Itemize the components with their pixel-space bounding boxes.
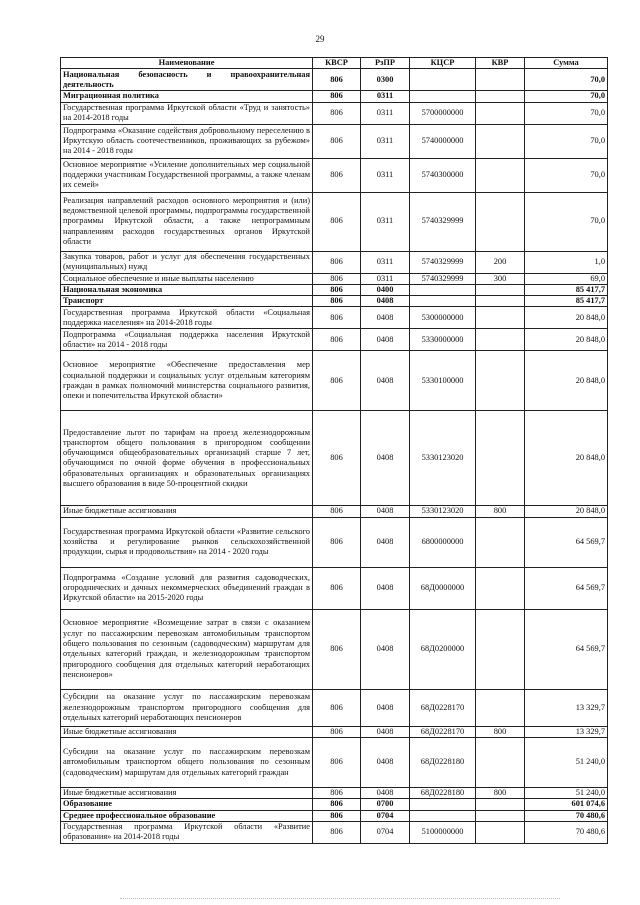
row-kvr-cell [476, 158, 525, 192]
row-kvsr-cell: 806 [313, 689, 361, 726]
column-header-name: Наименование [61, 58, 313, 69]
row-kvsr-cell: 806 [313, 726, 361, 737]
row-name-cell: Государственная программа Иркутской области «Развитие образования» на 2014-2018 годы [61, 821, 313, 843]
row-kvsr-cell: 806 [313, 821, 361, 843]
row-rzpr-cell: 0311 [361, 251, 410, 273]
row-rzpr-cell: 0408 [361, 307, 410, 329]
row-rzpr-cell: 0408 [361, 506, 410, 517]
row-name-cell: Иные бюджетные ассигнования [61, 788, 313, 799]
row-rzpr-cell: 0704 [361, 810, 410, 821]
row-name-cell: Национальная безопасность и правоохранительная деятельность [61, 69, 313, 91]
row-name-cell: Государственная программа Иркутской области «Развитие сельского хозяйства и регулирование рынков сельскохозяйственной продукции, сырья и продовольствия» на 2014 - 2020 годы [61, 517, 313, 567]
row-sum-cell: 13 329,7 [525, 689, 608, 726]
row-kvr-cell [476, 192, 525, 251]
table-row [61, 738, 608, 788]
row-kvr-cell [476, 102, 525, 124]
row-rzpr-cell: 0408 [361, 738, 410, 788]
table-row [61, 158, 608, 192]
table-row [61, 251, 608, 273]
table-row [61, 307, 608, 329]
row-name-cell: Основное мероприятие «Усиление дополнительных мер социальной поддержки участникам Государственной программы, а также членам их семей» [61, 158, 313, 192]
row-name-cell: Среднее профессиональное образование [61, 810, 313, 821]
row-kvsr-cell: 806 [313, 351, 361, 411]
row-kcsr-cell: 68Д0228180 [410, 738, 476, 788]
table-row [61, 517, 608, 567]
row-kcsr-cell: 68Д0000000 [410, 567, 476, 609]
table-row [61, 192, 608, 251]
row-kcsr-cell: 5330100000 [410, 351, 476, 411]
row-kcsr-cell: 68Д0228180 [410, 788, 476, 799]
row-kcsr-cell: 5300000000 [410, 307, 476, 329]
row-name-cell: Государственная программа Иркутской области «Труд и занятость» на 2014-2018 годы [61, 102, 313, 124]
row-kvr-cell [476, 689, 525, 726]
row-sum-cell: 70,0 [525, 124, 608, 158]
row-kvsr-cell: 806 [313, 124, 361, 158]
row-sum-cell: 70,0 [525, 192, 608, 251]
row-kvr-cell [476, 296, 525, 307]
row-kcsr-cell [410, 91, 476, 102]
row-kvr-cell: 800 [476, 788, 525, 799]
row-name-cell: Миграционная политика [61, 91, 313, 102]
row-kvsr-cell: 806 [313, 251, 361, 273]
row-kvr-cell [476, 69, 525, 91]
row-kvr-cell [476, 351, 525, 411]
row-kvsr-cell: 806 [313, 91, 361, 102]
row-kvr-cell [476, 609, 525, 689]
row-kvsr-cell: 806 [313, 284, 361, 295]
row-rzpr-cell: 0311 [361, 91, 410, 102]
row-kcsr-cell: 5330123020 [410, 506, 476, 517]
row-sum-cell: 20 848,0 [525, 411, 608, 506]
row-sum-cell: 20 848,0 [525, 351, 608, 411]
row-name-cell: Субсидии на оказание услуг по пассажирским перевозкам железнодорожным транспортом пригородного сообщения для отдельных категорий неработающих пенсионеров [61, 689, 313, 726]
row-name-cell: Транспорт [61, 296, 313, 307]
row-kvr-cell [476, 307, 525, 329]
row-kvsr-cell: 806 [313, 567, 361, 609]
row-kvsr-cell: 806 [313, 799, 361, 810]
row-rzpr-cell: 0311 [361, 158, 410, 192]
row-sum-cell: 51 240,0 [525, 788, 608, 799]
row-kvr-cell: 800 [476, 726, 525, 737]
row-rzpr-cell: 0311 [361, 273, 410, 284]
page-bottom-divider [120, 898, 560, 899]
row-kvr-cell: 800 [476, 506, 525, 517]
row-rzpr-cell: 0408 [361, 609, 410, 689]
table-row [61, 609, 608, 689]
row-kcsr-cell: 68Д0200000 [410, 609, 476, 689]
table-row [61, 506, 608, 517]
row-sum-cell: 64 569,7 [525, 609, 608, 689]
table-row [61, 567, 608, 609]
row-kcsr-cell [410, 69, 476, 91]
row-name-cell: Образование [61, 799, 313, 810]
row-name-cell: Закупка товаров, работ и услуг для обеспечения государственных (муниципальных) нужд [61, 251, 313, 273]
table-row [61, 273, 608, 284]
row-name-cell: Основное мероприятие «Возмещение затрат в связи с оказанием услуг по пассажирским перевозкам автомобильным транспортом общего пользования по сезонным (садоводческим) маршрутам для отдельных категорий граждан, и железнодорожным транспортом пригородного сообщения для отдельных категорий неработающих пенсионеров» [61, 609, 313, 689]
row-sum-cell: 70,0 [525, 102, 608, 124]
table-row [61, 69, 608, 91]
row-kvsr-cell: 806 [313, 506, 361, 517]
row-rzpr-cell: 0704 [361, 821, 410, 843]
row-name-cell: Подпрограмма «Социальная поддержка населения Иркутской области» на 2014 - 2018 годы [61, 329, 313, 351]
row-kcsr-cell: 5740000000 [410, 124, 476, 158]
row-kvsr-cell: 806 [313, 609, 361, 689]
row-kvr-cell: 300 [476, 273, 525, 284]
row-name-cell: Подпрограмма «Создание условий для развития садоводческих, огороднических и дачных некоммерческих объединений граждан в Иркутской области» на 2015-2020 годы [61, 567, 313, 609]
row-rzpr-cell: 0400 [361, 284, 410, 295]
row-sum-cell: 70,0 [525, 69, 608, 91]
page-number: 29 [315, 34, 325, 44]
row-rzpr-cell: 0700 [361, 799, 410, 810]
row-kvsr-cell: 806 [313, 296, 361, 307]
column-header-kcsr: КЦСР [410, 58, 476, 69]
row-name-cell: Социальное обеспечение и иные выплаты населению [61, 273, 313, 284]
row-kvr-cell: 200 [476, 251, 525, 273]
row-kvr-cell [476, 517, 525, 567]
row-sum-cell: 13 329,7 [525, 726, 608, 737]
row-rzpr-cell: 0300 [361, 69, 410, 91]
table-row [61, 821, 608, 843]
row-name-cell: Подпрограмма «Оказание содействия добровольному переселению в Иркутскую область соотечественников, проживающих за рубежом» на 2014 - 2018 годы [61, 124, 313, 158]
row-rzpr-cell: 0408 [361, 689, 410, 726]
row-sum-cell: 20 848,0 [525, 329, 608, 351]
table-row [61, 91, 608, 102]
row-sum-cell: 20 848,0 [525, 506, 608, 517]
row-kvr-cell [476, 567, 525, 609]
row-name-cell: Субсидии на оказание услуг по пассажирским перевозкам автомобильным транспортом общего пользования по сезонным (садоводческим) маршрутам для отдельных категорий граждан [61, 738, 313, 788]
row-name-cell: Иные бюджетные ассигнования [61, 726, 313, 737]
row-kvr-cell [476, 738, 525, 788]
row-kcsr-cell [410, 799, 476, 810]
row-sum-cell: 64 569,7 [525, 517, 608, 567]
table-row [61, 351, 608, 411]
table-body [61, 69, 608, 844]
row-kvsr-cell: 806 [313, 307, 361, 329]
table-row [61, 411, 608, 506]
row-rzpr-cell: 0408 [361, 517, 410, 567]
row-kvr-cell [476, 329, 525, 351]
row-kcsr-cell: 5330000000 [410, 329, 476, 351]
row-kvr-cell [476, 799, 525, 810]
row-rzpr-cell: 0311 [361, 102, 410, 124]
row-sum-cell: 20 848,0 [525, 307, 608, 329]
row-kvsr-cell: 806 [313, 273, 361, 284]
row-sum-cell: 70,0 [525, 91, 608, 102]
table-row [61, 799, 608, 810]
row-kcsr-cell [410, 810, 476, 821]
table-row [61, 329, 608, 351]
row-sum-cell: 70 480,6 [525, 810, 608, 821]
row-kvsr-cell: 806 [313, 788, 361, 799]
column-header-sum: Сумма [525, 58, 608, 69]
row-kvsr-cell: 806 [313, 69, 361, 91]
row-kcsr-cell [410, 284, 476, 295]
row-kvr-cell [476, 284, 525, 295]
row-rzpr-cell: 0408 [361, 411, 410, 506]
table-row [61, 726, 608, 737]
row-rzpr-cell: 0408 [361, 788, 410, 799]
row-sum-cell: 64 569,7 [525, 567, 608, 609]
row-sum-cell: 51 240,0 [525, 738, 608, 788]
row-kcsr-cell: 6800000000 [410, 517, 476, 567]
row-kcsr-cell: 5100000000 [410, 821, 476, 843]
row-kvsr-cell: 806 [313, 158, 361, 192]
row-kvr-cell [476, 821, 525, 843]
row-kvsr-cell: 806 [313, 517, 361, 567]
row-kcsr-cell: 68Д0228170 [410, 726, 476, 737]
row-kvsr-cell: 806 [313, 192, 361, 251]
row-kvr-cell [476, 124, 525, 158]
row-kcsr-cell: 68Д0228170 [410, 689, 476, 726]
row-kvr-cell [476, 411, 525, 506]
row-name-cell: Национальная экономика [61, 284, 313, 295]
row-rzpr-cell: 0311 [361, 192, 410, 251]
row-kcsr-cell: 5330123020 [410, 411, 476, 506]
row-sum-cell: 85 417,7 [525, 296, 608, 307]
row-name-cell: Предоставление льгот по тарифам на проезд железнодорожным транспортом общего пользования в пригородном сообщении обучающимся общеобразовательных организаций старше 7 лет, обучающимся по очной форме обучения в профессиональных образовательных организациях и образовательных организациях высшего образования в виде 50-процентной скидки [61, 411, 313, 506]
row-kvsr-cell: 806 [313, 329, 361, 351]
row-rzpr-cell: 0408 [361, 329, 410, 351]
row-sum-cell: 601 074,6 [525, 799, 608, 810]
row-kvr-cell [476, 91, 525, 102]
row-sum-cell: 69,0 [525, 273, 608, 284]
row-kvr-cell [476, 810, 525, 821]
table-row [61, 810, 608, 821]
row-name-cell: Реализация направлений расходов основного мероприятия и (или) ведомственной целевой программы, подпрограммы государственной программы Иркутской области, а также непрограммным направлениям расходов государственных органов Иркутской области [61, 192, 313, 251]
table-row [61, 124, 608, 158]
table-row [61, 296, 608, 307]
budget-table [60, 57, 608, 844]
row-kcsr-cell: 5740329999 [410, 192, 476, 251]
column-header-kvsr: КВСР [313, 58, 361, 69]
table-row [61, 284, 608, 295]
column-header-rzpr: РзПР [361, 58, 410, 69]
row-sum-cell: 1,0 [525, 251, 608, 273]
row-name-cell: Иные бюджетные ассигнования [61, 506, 313, 517]
row-sum-cell: 70 480,6 [525, 821, 608, 843]
row-kvsr-cell: 806 [313, 102, 361, 124]
row-sum-cell: 70,0 [525, 158, 608, 192]
row-kcsr-cell: 5740300000 [410, 158, 476, 192]
column-header-kvr: КВР [476, 58, 525, 69]
table-row [61, 102, 608, 124]
row-kcsr-cell: 5740329999 [410, 251, 476, 273]
row-sum-cell: 85 417,7 [525, 284, 608, 295]
row-name-cell: Государственная программа Иркутской области «Социальная поддержка населения» на 2014-2018 годы [61, 307, 313, 329]
table-row [61, 689, 608, 726]
row-kcsr-cell: 5700000000 [410, 102, 476, 124]
row-rzpr-cell: 0408 [361, 296, 410, 307]
row-name-cell: Основное мероприятие «Обеспечение предоставления мер социальной поддержки и социальных услуг отдельным категориям граждан в рамках полномочий министерства социального развития, опеки и попечительства Иркутской области» [61, 351, 313, 411]
row-rzpr-cell: 0408 [361, 726, 410, 737]
row-kcsr-cell [410, 296, 476, 307]
table-row [61, 788, 608, 799]
row-kvsr-cell: 806 [313, 738, 361, 788]
row-rzpr-cell: 0408 [361, 567, 410, 609]
row-kcsr-cell: 5740329999 [410, 273, 476, 284]
row-kvsr-cell: 806 [313, 411, 361, 506]
row-rzpr-cell: 0408 [361, 351, 410, 411]
row-kvsr-cell: 806 [313, 810, 361, 821]
table-header-row [61, 58, 608, 69]
row-rzpr-cell: 0311 [361, 124, 410, 158]
